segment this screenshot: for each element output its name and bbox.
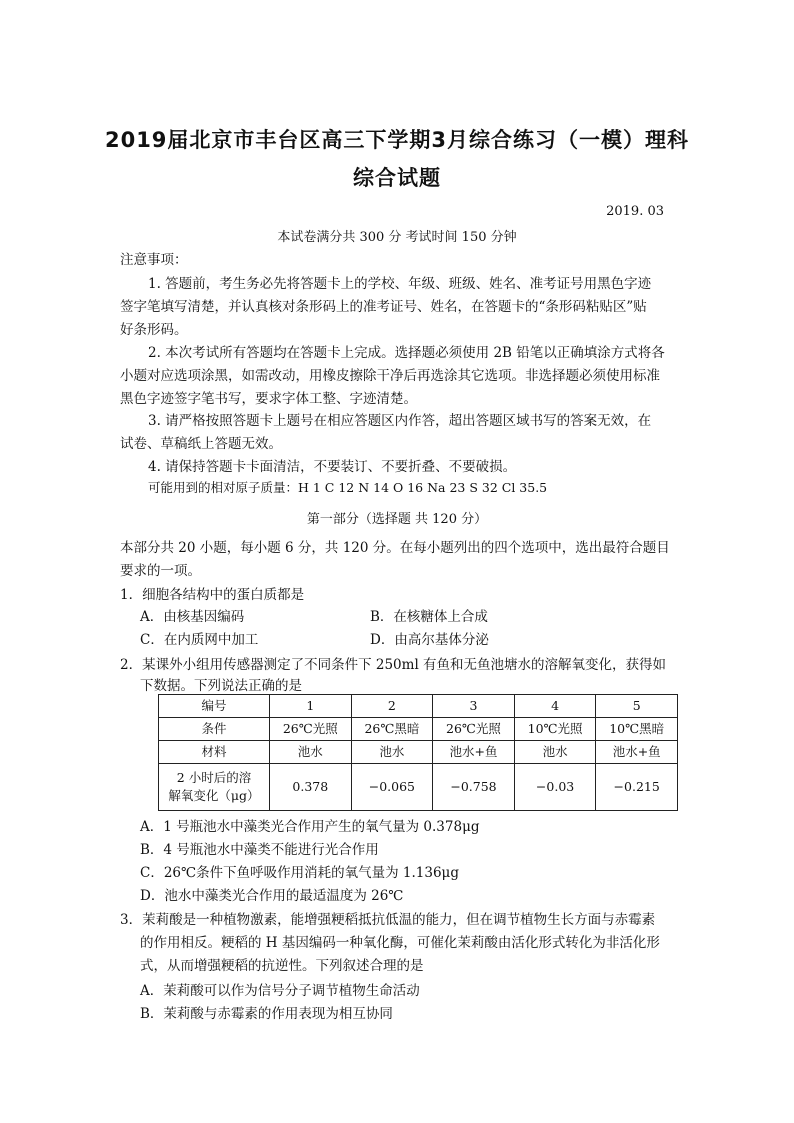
question-3-stem-cont: 式，从而增强粳稻的抗逆性。下列叙述合理的是 — [140, 958, 424, 974]
notice-line: 3. 请严格按照答题卡上题号在相应答题区内作答，超出答题区域书写的答案无效，在 — [148, 413, 652, 429]
table-cell: 26℃黑暗 — [351, 718, 433, 741]
q3-option-b: B．茉莉酸与赤霉素的作用表现为相互协同 — [140, 1006, 393, 1022]
table-row — [159, 741, 678, 764]
q1-option-b: B．在核糖体上合成 — [370, 609, 488, 625]
table-cell: −0.758 — [433, 764, 515, 811]
row-label-line: 2 小时后的溶 — [176, 770, 252, 785]
table-cell: 1 — [270, 695, 352, 718]
q2-option-a: A．1 号瓶池水中藻类光合作用产生的氧气量为 0.378μg — [140, 819, 480, 835]
table-cell: −0.215 — [596, 764, 678, 811]
table-cell: 池水+鱼 — [596, 741, 678, 764]
table-header-cell: 材料 — [159, 741, 270, 764]
table-header-cell — [159, 764, 270, 811]
q1-option-c: C．在内质网中加工 — [140, 632, 259, 648]
exam-date: 2019. 03 — [606, 204, 664, 219]
table-cell: −0.03 — [514, 764, 596, 811]
table-cell: 池水 — [270, 741, 352, 764]
page-title-line2: 综合试题 — [353, 166, 441, 190]
table-header-cell: 编号 — [159, 695, 270, 718]
notice-line: 4. 请保持答题卡卡面清洁，不要装订、不要折叠、不要破损。 — [148, 459, 517, 475]
question-2-stem-cont: 下数据。下列说法正确的是 — [140, 678, 302, 694]
table-cell: −0.065 — [351, 764, 433, 811]
row-label-line: 解氧变化（μg） — [168, 788, 260, 803]
question-1-stem: 1．细胞各结构中的蛋白质都是 — [120, 587, 305, 603]
table-cell: 0.378 — [270, 764, 352, 811]
question-2-stem: 2．某课外小组用传感器测定了不同条件下 250ml 有鱼和无鱼池塘水的溶解氧变化，获得如 — [120, 657, 667, 673]
table-cell: 5 — [596, 695, 678, 718]
notice-line: 黑色字迹签字笔书写，要求字体工整、字迹清楚。 — [120, 391, 417, 407]
table-cell: 池水+鱼 — [433, 741, 515, 764]
table-row — [159, 718, 678, 741]
table-cell: 4 — [514, 695, 596, 718]
atomic-masses: 可能用到的相对原子质量：H 1 C 12 N 14 O 16 Na 23 S 32 Cl 35.5 — [148, 480, 548, 495]
page-title: 2019届北京市丰台区高三下学期3月综合练习（一模）理科 — [104, 128, 690, 152]
oxygen-data-table — [158, 694, 678, 811]
section-intro: 要求的一项。 — [120, 563, 201, 579]
table-row — [159, 695, 678, 718]
notice-line: 1. 答题前，考生务必先将答题卡上的学校、年级、班级、姓名、准考证号用黑色字迹 — [148, 276, 652, 292]
q1-option-a: A．由核基因编码 — [140, 609, 245, 625]
table-cell: 池水 — [351, 741, 433, 764]
notice-line: 2. 本次考试所有答题均在答题卡上完成。选择题必须使用 2B 铅笔以正确填涂方式将各 — [148, 345, 665, 361]
notice-line: 试卷、草稿纸上答题无效。 — [120, 436, 282, 452]
table-cell: 池水 — [514, 741, 596, 764]
section-title: 第一部分（选择题 共 120 分） — [306, 512, 488, 527]
question-3-stem-cont: 的作用相反。粳稻的 H 基因编码一种氧化酶，可催化茉莉酸由活化形式转化为非活化形 — [140, 935, 660, 951]
table-cell: 2 — [351, 695, 433, 718]
table-cell: 26℃光照 — [433, 718, 515, 741]
table-cell: 26℃光照 — [270, 718, 352, 741]
exam-info: 本试卷满分共 300 分 考试时间 150 分钟 — [277, 230, 517, 245]
q2-option-b: B．4 号瓶池水中藻类不能进行光合作用 — [140, 842, 379, 858]
section-intro: 本部分共 20 小题，每小题 6 分，共 120 分。在每小题列出的四个选项中，选出最符合题目 — [120, 540, 670, 556]
q2-option-d: D．池水中藻类光合作用的最适温度为 26℃ — [140, 888, 404, 904]
notice-line: 好条形码。 — [120, 322, 188, 338]
table-row — [159, 764, 678, 811]
notice-line: 小题对应选项涂黑，如需改动，用橡皮擦除干净后再选涂其它选项。非选择题必须使用标准 — [120, 368, 660, 384]
table-cell: 10℃光照 — [514, 718, 596, 741]
table-cell: 10℃黑暗 — [596, 718, 678, 741]
q2-option-c: C．26℃条件下鱼呼吸作用消耗的氧气量为 1.136μg — [140, 865, 459, 881]
table-cell: 3 — [433, 695, 515, 718]
q3-option-a: A．茉莉酸可以作为信号分子调节植物生命活动 — [140, 983, 420, 999]
q1-option-d: D．由高尔基体分泌 — [370, 632, 489, 648]
question-3-stem: 3．茉莉酸是一种植物激素，能增强粳稻抵抗低温的能力，但在调节植物生长方面与赤霉素 — [120, 912, 656, 928]
table-header-cell: 条件 — [159, 718, 270, 741]
notice-line: 签字笔填写清楚，并认真核对条形码上的准考证号、姓名，在答题卡的“条形码粘贴区”贴 — [120, 299, 647, 315]
notice-heading: 注意事项： — [120, 252, 188, 268]
